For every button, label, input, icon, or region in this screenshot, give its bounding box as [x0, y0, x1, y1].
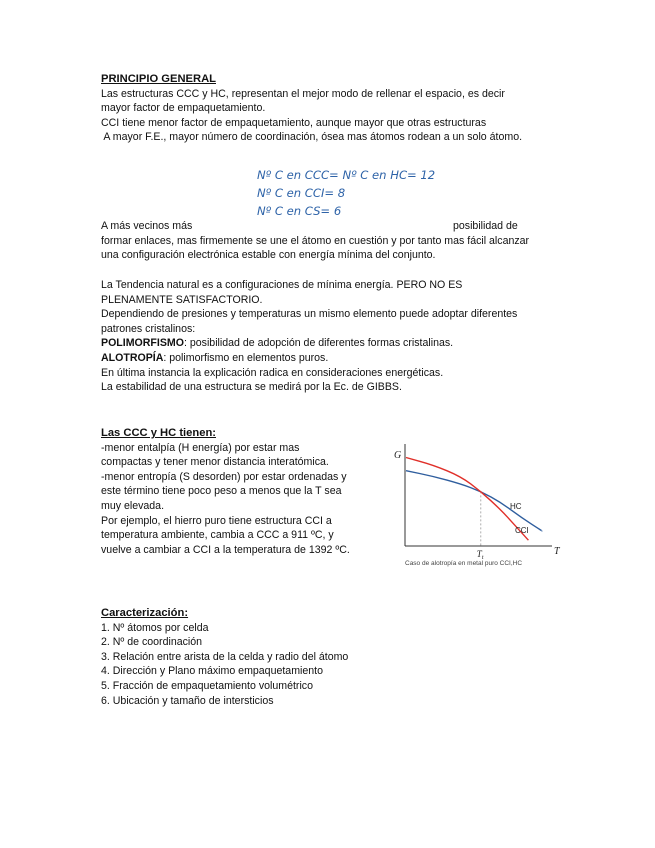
gibbs-energy-chart	[392, 442, 567, 560]
series-cci-line	[406, 458, 528, 541]
section-caracterizacion	[101, 606, 571, 708]
list-item: 6. Ubicación y tamaño de intersticios	[101, 694, 274, 707]
text-line: PLENAMENTE SATISFACTORIO.	[101, 293, 263, 306]
term-polimorfismo: POLIMORFISMO	[101, 337, 184, 350]
text-line: La Tendencia natural es a configuraciones de mínima energía. PERO NO ES	[101, 279, 463, 291]
section-ccc-hc	[101, 426, 381, 557]
text-line: -menor entropía (S desorden) por estar ordenadas y	[101, 470, 347, 483]
text-line	[101, 219, 571, 234]
text-fragment: A más vecinos más	[101, 220, 193, 232]
text-line: temperatura ambiente, cambia a CCC a 911 ºC, y	[101, 529, 334, 542]
coordination-formulas	[257, 166, 435, 220]
transition-temperature-label: $T_t$	[476, 549, 484, 560]
x-axis-label: T	[554, 546, 560, 557]
text-line	[101, 336, 571, 351]
text-fragment: posibilidad de	[453, 220, 518, 232]
y-axis-label: G	[394, 450, 402, 461]
text-line: patrones cristalinos:	[101, 322, 196, 335]
section-principio-general	[101, 72, 571, 145]
series-hc-line	[406, 471, 542, 531]
term-alotropia: ALOTROPÍA	[101, 351, 164, 364]
paragraph-vecinos	[101, 219, 571, 263]
text-line: una configuración electrónica estable con energía mínima del conjunto.	[101, 249, 436, 262]
list-item: 3. Relación entre arista de la celda y radio del átomo	[101, 650, 349, 663]
section-title: Caracterización:	[101, 607, 189, 619]
text-line: compactas y tener menor distancia interatómica.	[101, 456, 329, 469]
formula-line: Nº C en CCI= 8	[257, 186, 346, 200]
list-item: 5. Fracción de empaquetamiento volumétrico	[101, 679, 313, 692]
list-item: 4. Dirección y Plano máximo empaquetamiento	[101, 665, 323, 678]
text-line	[101, 351, 571, 366]
legend-cci: CCI	[515, 526, 529, 535]
formula-line: Nº C en CS= 6	[257, 204, 342, 218]
text-line: CCI tiene menor factor de empaquetamiento, aunque mayor que otras estructuras	[101, 116, 487, 129]
definition: : posibilidad de adopción de diferentes formas cristalinas.	[183, 337, 454, 350]
text-line: formar enlaces, mas firmemente se une el átomo en cuestión y por tanto mas fácil alcanzar	[101, 234, 530, 247]
text-line: La estabilidad de una estructura se medirá por la Ec. de GIBBS.	[101, 381, 402, 394]
list-item: 2. Nº de coordinación	[101, 636, 203, 649]
text-line: este término tiene poco peso a menos que la T sea	[101, 485, 342, 498]
list-item: 1. Nº átomos por celda	[101, 621, 209, 634]
formula-line: Nº C en CCC= Nº C en HC= 12	[257, 168, 436, 182]
text-line: mayor factor de empaquetamiento.	[101, 102, 266, 115]
chart-caption: Caso de alotropía en metal puro CCI,HC	[405, 560, 523, 567]
legend-hc: HC	[510, 502, 522, 511]
text-line: Dependiendo de presiones y temperaturas un mismo elemento puede adoptar diferentes	[101, 308, 518, 321]
text-line: A mayor F.E., mayor número de coordinación, ósea mas átomos rodean a un solo átomo.	[101, 131, 523, 144]
text-line: muy elevada.	[101, 499, 165, 512]
text-line: vuelve a cambiar a CCI a la temperatura de 1392 ºC.	[101, 543, 350, 556]
paragraph-tendencia	[101, 278, 571, 395]
section-title: Las CCC y HC tienen:	[101, 427, 216, 439]
definition: : polimorfismo en elementos puros.	[163, 351, 329, 364]
text-line: Las estructuras CCC y HC, representan el mejor modo de rellenar el espacio, es decir	[101, 87, 505, 100]
text-line: En última instancia la explicación radica en consideraciones energéticas.	[101, 366, 444, 379]
text-line: Por ejemplo, el hierro puro tiene estructura CCI a	[101, 514, 332, 527]
section-title: PRINCIPIO GENERAL	[101, 73, 216, 85]
text-line: -menor entalpía (H energía) por estar mas	[101, 441, 300, 454]
